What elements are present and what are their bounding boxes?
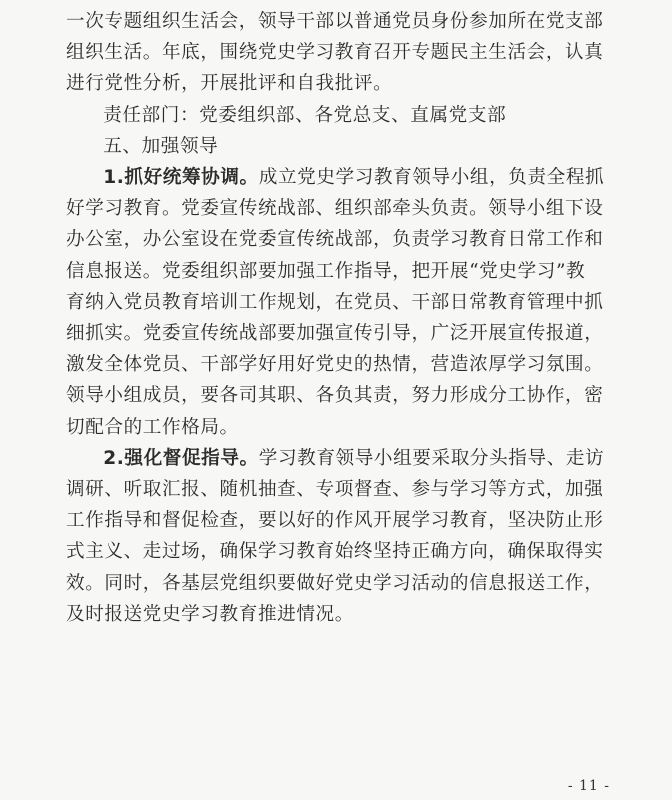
item-2-paragraph (66, 443, 626, 630)
text-line: 细抓实。党委宣传统战部要加强宣传引导，广泛开展宣传报道， (66, 323, 604, 345)
text-line: 信息报送。党委组织部要加强工作指导，把开展“党史学习”教 (66, 260, 586, 282)
document-body (66, 6, 626, 630)
text-line: 调研、听取汇报、随机抽查、专项督查、参与学习等方式，加强 (66, 479, 604, 501)
responsible-departments (66, 100, 626, 131)
item-2-first-line: 学习教育领导小组要采取分头指导、走访 (258, 447, 605, 469)
text-line: 一次专题组织生活会，领导干部以普通党员身份参加所在党支部 (66, 11, 604, 32)
text-line: 效。同时，各基层党组织要做好党史学习活动的信息报送工作， (66, 572, 604, 594)
text-line (66, 162, 626, 193)
intro-paragraph (66, 6, 626, 100)
item-1-first-line: 成立党史学习教育领导小组，负责全程抓 (258, 167, 605, 189)
text-line: 及时报送党史学习教育推进情况。 (66, 603, 354, 625)
text-line: 工作指导和督促检查，要以好的作风开展学习教育，坚决防止形 (66, 510, 604, 532)
text-line: 育纳入党员教育培训工作规划，在党员、干部日常教育管理中抓 (66, 291, 604, 313)
text-line: 组织生活。年底，围绕党史学习教育召开专题民主生活会，认真 (66, 42, 604, 64)
text-line: 切配合的工作格局。 (66, 416, 239, 438)
text-line: 责任部门：党委组织部、各党总支、直属党支部 (103, 104, 507, 126)
item-2-title: 2.强化督促指导。 (103, 447, 259, 469)
text-line (66, 443, 626, 474)
text-line: 激发全体党员、干部学好用好党史的热情，营造浓厚学习氛围。 (66, 354, 604, 376)
text-line: 式主义、走过场，确保学习教育始终坚持正确方向，确保取得实 (66, 541, 604, 563)
page-number: - 11 - (567, 778, 610, 794)
text-line: 进行党性分析，开展批评和自我批评。 (66, 73, 393, 95)
item-1-paragraph (66, 162, 626, 443)
text-line: 好学习教育。党委宣传统战部、组织部牵头负责。领导小组下设 (66, 198, 604, 220)
text-line: 领导小组成员，要各司其职、各负其责，努力形成分工协作，密 (66, 385, 604, 407)
text-line: 办公室，办公室设在党委宣传统战部，负责学习教育日常工作和 (66, 229, 604, 251)
section-heading: 五、加强领导 (103, 135, 219, 157)
item-1-title: 1.抓好统筹协调。 (103, 167, 259, 189)
